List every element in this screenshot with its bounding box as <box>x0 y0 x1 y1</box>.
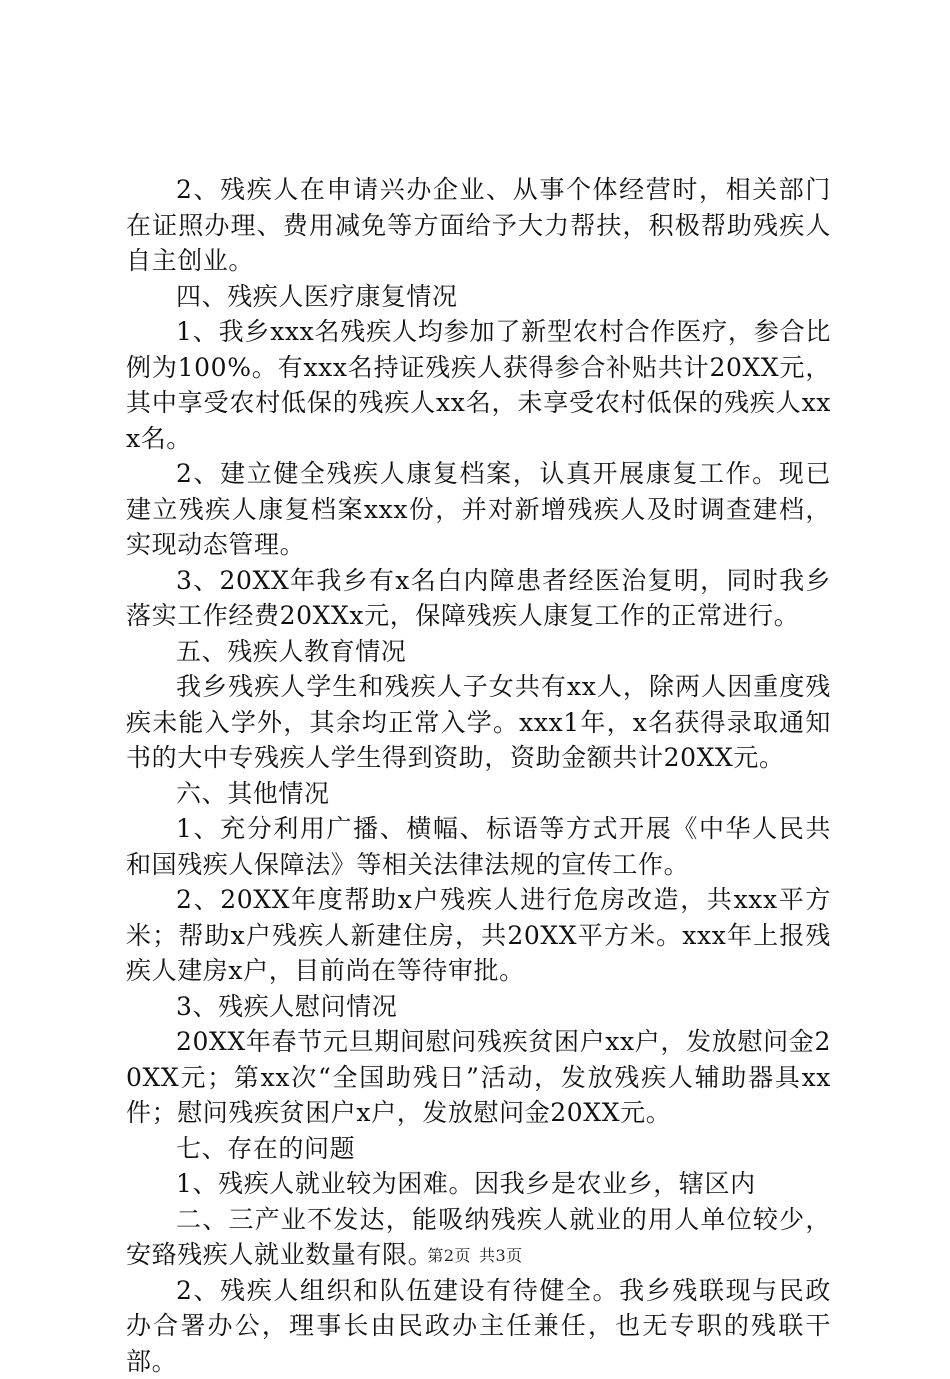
page-number: 第2页 <box>427 1243 471 1266</box>
paragraph: 20XX年春节元旦期间慰问残疾贫困户xx户，发放慰问金20XX元；第xx次“全国助残日”活动，发放残疾人辅助器具xx件；慰问残疾贫困户x户，发放慰问金20XX元。 <box>126 1024 831 1131</box>
page-footer <box>0 1243 950 1266</box>
paragraph: 3、20XX年我乡有x名白内障患者经医治复明，同时我乡落实工作经费20XXx元，保障残疾人康复工作的正常进行。 <box>126 563 831 634</box>
section-heading: 七、存在的问题 <box>126 1131 831 1167</box>
paragraph: 2、20XX年度帮助x户残疾人进行危房改造，共xxx平方米；帮助x户残疾人新建住房，共20XX平方米。xxx年上报残疾人建房x户，目前尚在等待审批。 <box>126 882 831 989</box>
paragraph: 1、残疾人就业较为困难。因我乡是农业乡，辖区内 <box>126 1166 831 1202</box>
paragraph: 1、我乡xxx名残疾人均参加了新型农村合作医疗，参合比例为100%。有xxx名持证残疾人获得参合补贴共计20XX元，其中享受农村低保的残疾人xx名，未享受农村低保的残疾人xxx名。 <box>126 314 831 456</box>
paragraph: 2、建立健全残疾人康复档案，认真开展康复工作。现已建立残疾人康复档案xxx份，并对新增残疾人及时调查建档，实现动态管理。 <box>126 456 831 563</box>
paragraph: 我乡残疾人学生和残疾人子女共有xx人，除两人因重度残疾未能入学外，其余均正常入学。xxx1年，x名获得录取通知书的大中专残疾人学生得到资助，资助金额共计20XX元。 <box>126 669 831 776</box>
paragraph: 1、充分利用广播、横幅、标语等方式开展《中华人民共和国残疾人保障法》等相关法律法规的宣传工作。 <box>126 811 831 882</box>
paragraph: 2、残疾人组织和队伍建设有待健全。我乡残联现与民政办合署办公，理事长由民政办主任兼任，也无专职的残联干部。 <box>126 1273 831 1379</box>
section-heading: 四、残疾人医疗康复情况 <box>126 279 831 315</box>
document-body <box>126 172 831 1379</box>
paragraph: 二、三产业不发达，能吸纳残疾人就业的用人单位较少，安臵残疾人就业数量有限。 <box>126 1202 831 1273</box>
sub-heading: 3、残疾人慰问情况 <box>126 989 831 1025</box>
paragraph: 2、残疾人在申请兴办企业、从事个体经营时，相关部门在证照办理、费用减免等方面给予大力帮扶，积极帮助残疾人自主创业。 <box>126 172 831 279</box>
page-total: 共3页 <box>479 1243 523 1266</box>
section-heading: 五、残疾人教育情况 <box>126 634 831 670</box>
section-heading: 六、其他情况 <box>126 776 831 812</box>
